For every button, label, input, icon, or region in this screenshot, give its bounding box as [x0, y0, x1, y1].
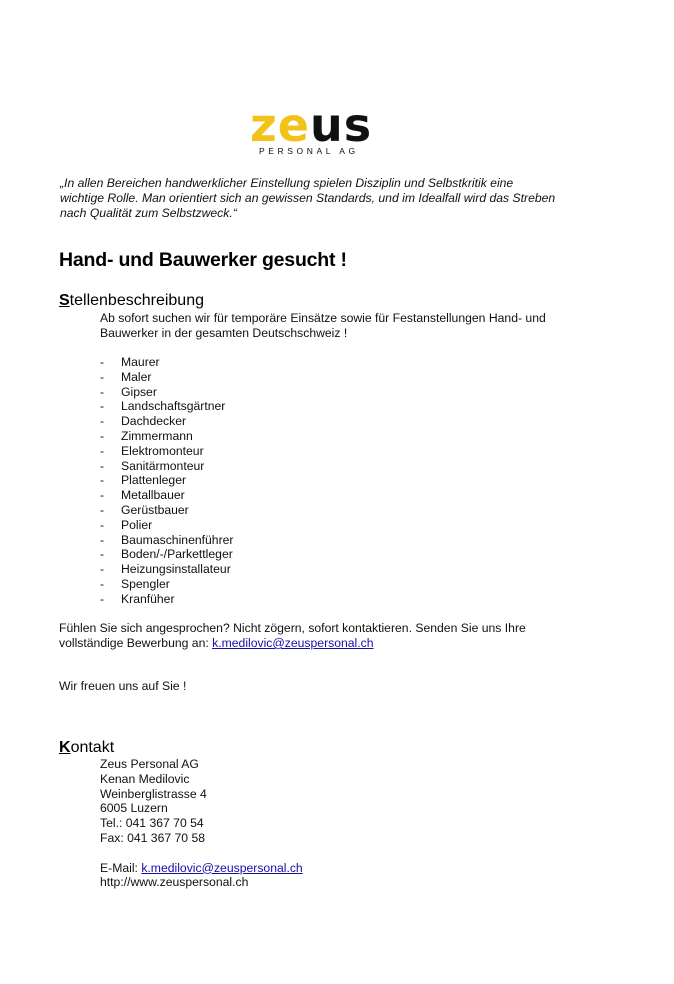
- bullet-dash: -: [100, 384, 105, 399]
- position-label: Polier: [121, 517, 153, 532]
- section-heading-job-description: Stellenbeschreibung: [59, 292, 204, 309]
- position-item: [100, 473, 233, 488]
- contact-phone: Tel.: 041 367 70 54: [100, 816, 204, 831]
- bullet-dash: -: [100, 488, 105, 503]
- bullet-dash: -: [100, 576, 105, 591]
- position-label: Baumaschinenführer: [121, 532, 234, 547]
- position-item: [100, 414, 233, 429]
- position-item: [100, 562, 233, 577]
- bullet-dash: -: [100, 517, 105, 532]
- position-item: [100, 385, 233, 400]
- page-title: Hand- und Bauwerker gesucht !: [59, 249, 347, 271]
- position-label: Sanitärmonteur: [121, 458, 205, 473]
- contact-city: 6005 Luzern: [100, 801, 168, 816]
- position-label: Maurer: [121, 355, 160, 369]
- contact-email-row: E-Mail: k.medilovic@zeuspersonal.ch: [100, 860, 303, 875]
- position-label: Heizungsinstallateur: [121, 562, 231, 577]
- contact-street: Weinberglistrasse 4: [100, 786, 207, 801]
- contact-website: http://www.zeuspersonal.ch: [100, 875, 249, 890]
- position-label: Gerüstbauer: [121, 502, 189, 517]
- job-intro-text: Ab sofort suchen wir für temporäre Einsätze sowie für Festanstellungen Hand- und Bauwerker in der gesamten Deutschschweiz !: [100, 311, 546, 340]
- position-label: Spengler: [121, 576, 170, 591]
- position-item: [100, 547, 233, 562]
- position-item: [100, 503, 233, 518]
- position-label: Elektromonteur: [121, 443, 204, 458]
- position-item: [100, 429, 233, 444]
- position-label: Dachdecker: [121, 414, 187, 429]
- position-label: Maler: [121, 369, 152, 384]
- bullet-dash: -: [100, 532, 105, 547]
- bullet-dash: -: [100, 502, 105, 517]
- position-item: [100, 370, 233, 385]
- position-label: Boden/-/Parkettleger: [121, 547, 233, 562]
- bullet-dash: -: [100, 473, 105, 488]
- position-item: [100, 459, 233, 474]
- position-label: Plattenleger: [121, 473, 187, 488]
- contact-block: [100, 757, 303, 890]
- positions-list: [100, 355, 233, 607]
- bullet-dash: -: [100, 443, 105, 458]
- section-heading-contact: Kontakt: [59, 739, 115, 756]
- closing-text: Wir freuen uns auf Sie !: [59, 679, 187, 693]
- bullet-dash: -: [100, 591, 105, 606]
- bullet-dash: -: [100, 428, 105, 443]
- contact-email-link[interactable]: k.medilovic@zeuspersonal.ch: [141, 860, 303, 875]
- bullet-dash: -: [100, 562, 105, 577]
- call-to-action: Fühlen Sie sich angesprochen? Nicht zögern, sofort kontaktieren. Senden Sie uns Ihre vollständige Bewerbung an: k.medilovic@zeuspersonal.ch: [59, 621, 526, 650]
- logo-wordmark: zeus: [250, 98, 373, 152]
- position-item: [100, 488, 233, 503]
- position-item: [100, 444, 233, 459]
- position-item: [100, 399, 233, 414]
- spacer: [100, 846, 303, 861]
- contact-fax: Fax: 041 367 70 58: [100, 830, 206, 845]
- position-item: [100, 577, 233, 592]
- position-label: Metallbauer: [121, 488, 185, 503]
- bullet-dash: -: [100, 414, 105, 429]
- bullet-dash: -: [100, 369, 105, 384]
- application-email-link[interactable]: k.medilovic@zeuspersonal.ch: [212, 636, 374, 650]
- position-item: [100, 592, 233, 607]
- position-label: Gipser: [121, 384, 157, 399]
- contact-person: Kenan Medilovic: [100, 771, 190, 786]
- bullet-dash: -: [100, 399, 105, 414]
- contact-company: Zeus Personal AG: [100, 757, 199, 771]
- intro-quote: „In allen Bereichen handwerklicher Einstellung spielen Disziplin und Selbstkritik eine wichtige Rolle. Man orientiert sich an gewissen Standards, und im Idealfall wird das Streben nach Qualität zum Selbstzweck.“: [60, 176, 556, 220]
- position-label: Kranfüher: [121, 591, 175, 606]
- position-item: [100, 533, 233, 548]
- position-item: [100, 355, 233, 370]
- bullet-dash: -: [100, 547, 105, 562]
- bullet-dash: -: [100, 458, 105, 473]
- logo-subtitle: PERSONAL AG: [259, 146, 359, 156]
- company-logo: [250, 98, 375, 158]
- position-label: Landschaftsgärtner: [121, 399, 226, 414]
- bullet-dash: -: [100, 355, 105, 369]
- position-item: [100, 518, 233, 533]
- position-label: Zimmermann: [121, 428, 193, 443]
